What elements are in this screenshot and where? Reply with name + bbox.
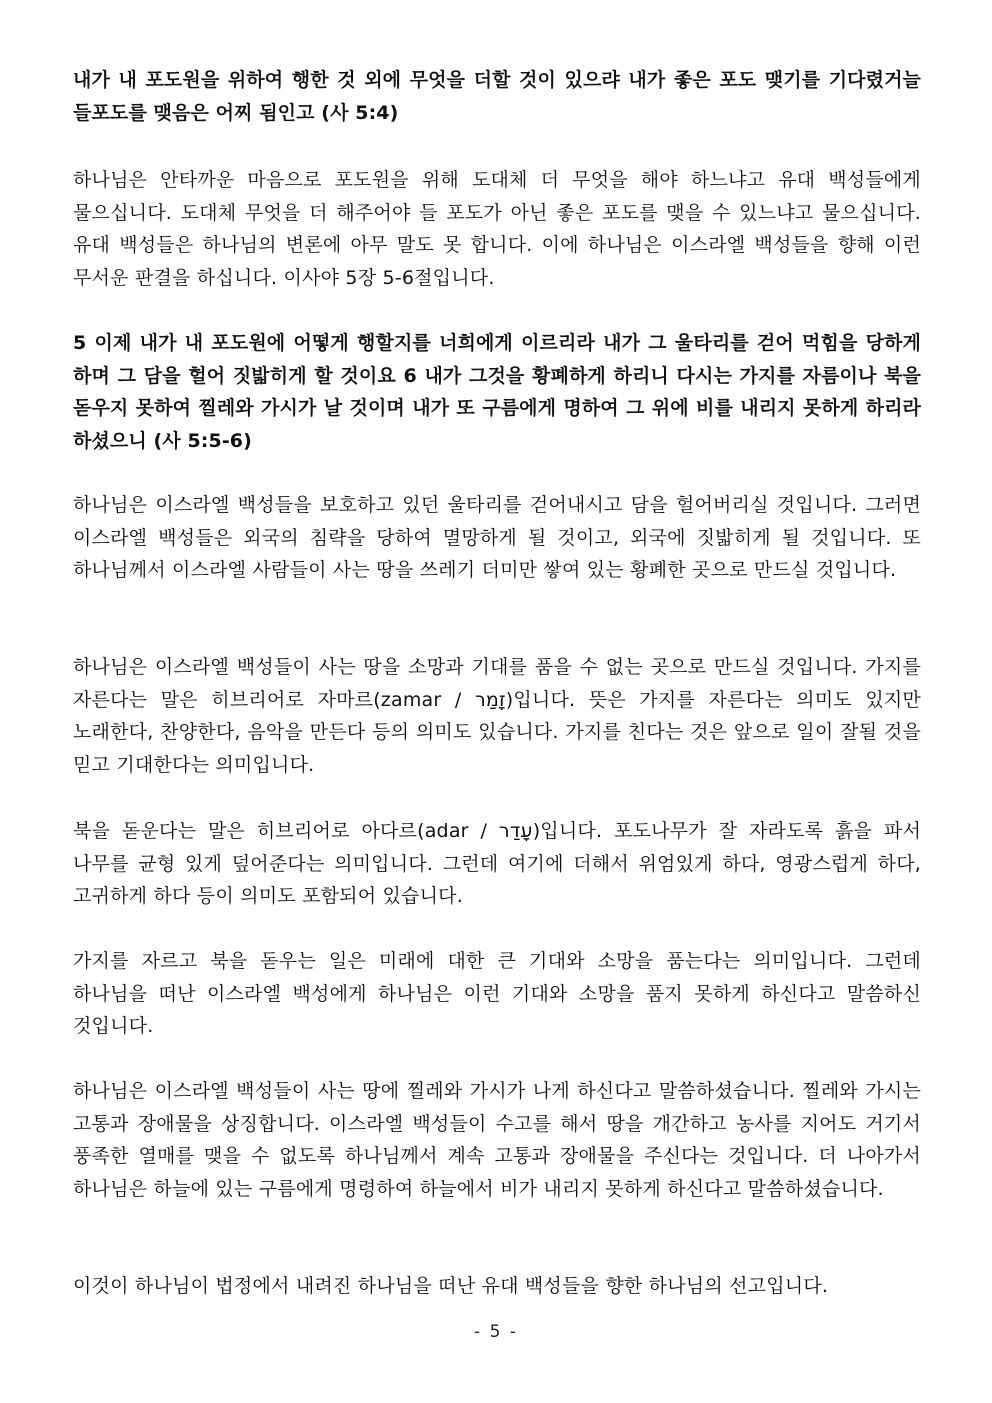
- body-paragraph: 하나님은 이스라엘 백성들이 사는 땅을 소망과 기대를 품을 수 없는 곳으로 만드실 것입니다. 가지를 자른다는 말은 히브리어로 자마르(zamar / זָמַר)입니다. 뜻은 가지를 자른다는 의미도 있지만 노래한다, 찬양한다, 음악을 만든다 등의 의미도 있습니다. 가지를 친다는 것은 앞으로 일이 잘될 것을 믿고 기대한다는 의미입니다.: [73, 656, 921, 776]
- body-paragraph: 북을 돋운다는 말은 히브리어로 아다르(adar / עָדַר)입니다. 포도나무가 잘 자라도록 흙을 파서 나무를 균형 있게 덮어준다는 의미입니다. 그런데 여기에 더해서 위엄있게 하다, 영광스럽게 하다, 고귀하게 하다 등이 의미도 포함되어 있습니다.: [73, 820, 922, 907]
- body-paragraph: 하나님은 이스라엘 백성들이 사는 땅에 찔레와 가시가 나게 하신다고 말씀하셨습니다. 찔레와 가시는 고통과 장애물을 상징합니다. 이스라엘 백성들이 수고를 해서 땅을 개간하고 농사를 지어도 거기서 풍족한 열매를 맺을 수 없도록 하나님께서 계속 고통과 장애물을 주신다는 것입니다. 더 나아가서 하나님은 하늘에 있는 구름에게 명령하여 하늘에서 비가 내리지 못하게 하신다고 말씀하셨습니다.: [73, 1080, 921, 1200]
- scripture-quote-isaiah-5-4: 내가 내 포도원을 위하여 행한 것 외에 무엇을 더할 것이 있으랴 내가 좋은 포도 맺기를 기다렸거늘 들포도를 맺음은 어찌 됨인고 (사 5:4): [73, 69, 921, 124]
- body-paragraph: 하나님은 안타까운 마음으로 포도원을 위해 도대체 더 무엇을 해야 하느냐고 유대 백성들에게 물으십니다. 도대체 무엇을 더 해주어야 들 포도가 아닌 좋은 포도를 맺을 수 있느냐고 물으십니다. 유대 백성들은 하나님의 변론에 아무 말도 못 합니다. 이에 하나님은 이스라엘 백성들을 향해 이런 무서운 판결을 하십니다. 이사야 5장 5-6절입니다.: [73, 169, 921, 289]
- page-number: - 5 -: [474, 1322, 518, 1342]
- body-paragraph: 하나님은 이스라엘 백성들을 보호하고 있던 울타리를 걷어내시고 담을 헐어버리실 것입니다. 그러면 이스라엘 백성들은 외국의 침략을 당하여 멸망하게 될 것이고, 외국에 짓밟히게 될 것입니다. 또 하나님께서 이스라엘 사람들이 사는 땅을 쓰레기 더미만 쌓여 있는 황폐한 곳으로 만드실 것입니다.: [73, 494, 921, 581]
- scripture-quote-isaiah-5-5-6: 5 이제 내가 내 포도원에 어떻게 행할지를 너희에게 이르리라 내가 그 울타리를 걷어 먹힘을 당하게 하며 그 담을 헐어 짓밟히게 할 것이요 6 내가 그것을 황폐하게 하리니 다시는 가지를 자름이나 북을 돋우지 못하여 찔레와 가시가 날 것이며 내가 또 구름에게 명하여 그 위에 비를 내리지 못하게 하리라 하셨으니 (사 5:5-6): [73, 332, 921, 452]
- body-paragraph: 가지를 자르고 북을 돋우는 일은 미래에 대한 큰 기대와 소망을 품는다는 의미입니다. 그런데 하나님을 떠난 이스라엘 백성에게 하나님은 이런 기대와 소망을 품지 못하게 하신다고 말씀하신 것입니다.: [73, 950, 921, 1037]
- body-paragraph: 이것이 하나님이 법정에서 내려진 하나님을 떠난 유대 백성들을 향한 하나님의 선고입니다.: [73, 1275, 829, 1297]
